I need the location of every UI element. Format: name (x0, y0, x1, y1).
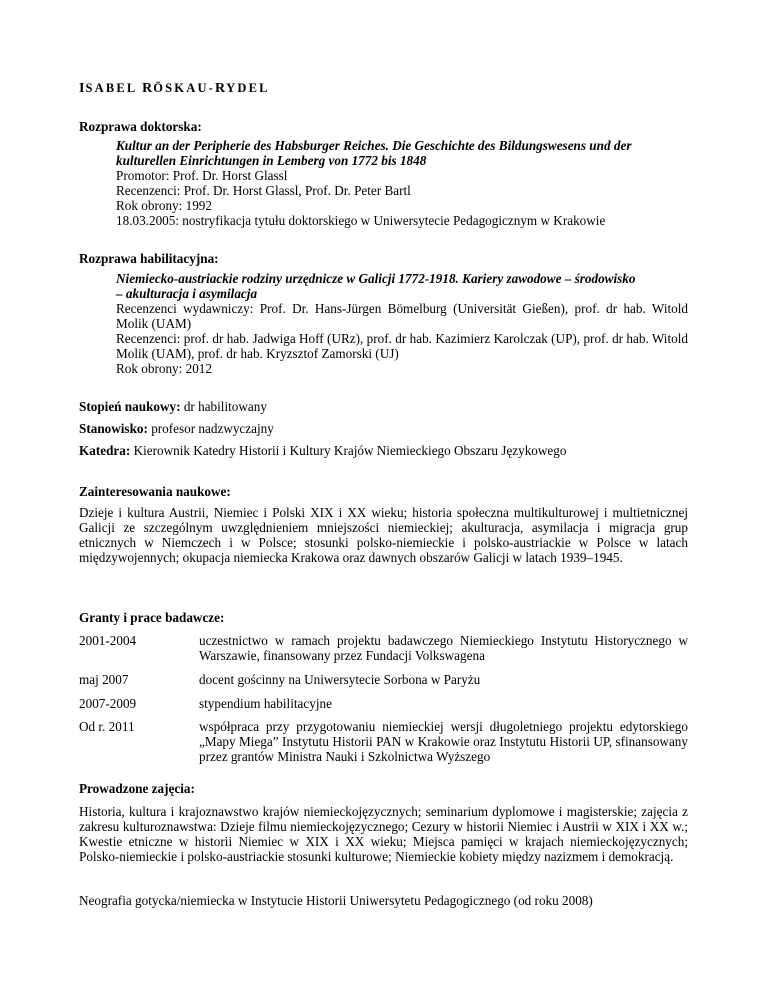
degree-label: Stopień naukowy: (79, 399, 181, 414)
grant-date: maj 2007 (79, 672, 129, 687)
doctoral-reviewers: Recenzenci: Prof. Dr. Horst Glassl, Prof. Dr. Peter Bartl (116, 183, 411, 198)
grant-text: uczestnictwo w ramach projektu badawczego Niemieckiego Instytutu Historycznego w Warszawie, finansowany przez Fundacji Volkswagena (199, 633, 688, 663)
classes-text: Historia, kultura i krajoznawstwo krajów niemieckojęzycznych; seminarium dyplomowe i magisterskie; zajęcia z zakresu kulturoznawstwa: Dzieje filmu niemieckojęzycznego; Cezury w historii Niemiec i Austrii w XIX i XX w.; Kwestie etniczne w historii Niemiec w XIX i XX wieku; Miejsca pamięci w krajach niemieckojęzycznych; Polsko-niemieckie i polsko-austriackie stosunki kulturowe; Niemieckie kobiety między nazizmem i demokracją. (79, 804, 688, 864)
department-value: Kierownik Katedry Historii i Kultury Krajów Niemieckiego Obszaru Językowego (130, 443, 567, 458)
degree-value: dr habilitowany (180, 399, 267, 414)
grant-text: stypendium habilitacyjne (199, 696, 332, 711)
grant-date: 2001-2004 (79, 633, 137, 648)
interests-heading: Zainteresowania naukowe: (79, 484, 231, 499)
surname-initial: R (142, 81, 154, 96)
habilitation-publisher-reviewers: Recenzenci wydawniczy: Prof. Dr. Hans-Jürgen Bömelburg (Universität Gießen), prof. dr hab. Witold Molik (UAM) (116, 301, 688, 331)
grant-text: docent gościnny na Uniwersytecie Sorbona w Paryżu (199, 672, 481, 687)
grants-heading: Granty i prace badawcze: (79, 610, 225, 625)
habilitation-reviewers: Recenzenci: prof. dr hab. Jadwiga Hoff (URz), prof. dr hab. Kazimierz Karolczak (UP), prof. dr hab. Witold Molik (UAM), prof. dr hab. Kryzsztof Zamorski (UJ) (116, 331, 688, 361)
grant-text: współpraca przy przygotowaniu niemieckiej wersji długoletniego projektu edytorskiego „Mapy Miega” Instytutu Historii PAN w Krakowie oraz Instytutu Historii UP, sfinansowany przez grantów Ministra Nauki i Szkolnictwa Wyższego (199, 719, 688, 764)
habilitation-title-line1: Niemiecko-austriackie rodziny urzędnicze w Galicji 1772-1918. Kariery zawodowe – środowisko (116, 271, 636, 286)
name-rest: SABEL (85, 81, 137, 95)
surname2-rest: YDEL (226, 81, 270, 95)
doctoral-title-line1: Kultur an der Peripherie des Habsburger Reiches. Die Geschichte des Bildungswesens und der (116, 138, 632, 153)
doctoral-promotor: Promotor: Prof. Dr. Horst Glassl (116, 168, 288, 183)
department-row (79, 443, 566, 458)
author-name (79, 81, 270, 97)
name-initial: I (79, 81, 86, 96)
habilitation-year: Rok obrony: 2012 (116, 361, 212, 376)
habilitation-title-line2: – akulturacja i asymilacja (116, 286, 258, 301)
doctoral-nostrification: 18.03.2005: nostryfikacja tytułu doktorskiego w Uniwersytecie Pedagogicznym w Krakowie (116, 213, 606, 228)
position-value: profesor nadzwyczajny (147, 421, 274, 436)
classes-heading: Prowadzone zajęcia: (79, 781, 195, 796)
habilitation-heading: Rozprawa habilitacyjna: (79, 251, 219, 266)
grant-date: 2007-2009 (79, 696, 137, 711)
surname2-initial: R (215, 81, 227, 96)
doctoral-heading: Rozprawa doktorska: (79, 119, 202, 134)
department-label: Katedra: (79, 443, 131, 458)
paleography-text: Neografia gotycka/niemiecka w Instytucie Historii Uniwersytetu Pedagogicznego (od roku 2008) (79, 893, 593, 908)
doctoral-year: Rok obrony: 1992 (116, 198, 212, 213)
position-label: Stanowisko: (79, 421, 148, 436)
doctoral-title-line2: kulturellen Einrichtungen in Lemberg von 1772 bis 1848 (116, 153, 427, 168)
grant-date: Od r. 2011 (79, 719, 135, 734)
interests-text: Dzieje i kultura Austrii, Niemiec i Polski XIX i XX wieku; historia społeczna multikulturowej i multietnicznej Galicji ze szczególnym uwzględnieniem mniejszości niemieckiej; akulturacja, asymilacja i migracja grup etnicznych w Niemczech i w Polsce; stosunki polsko-niemieckie i polsko-austriackie w Polsce w latach międzywojennych; okupacja niemiecka Krakowa oraz dawnych obszarów Galicji w latach 1939–1945. (79, 505, 688, 565)
surname-dash: - (208, 81, 216, 95)
position-row (79, 421, 274, 436)
surname-rest: ÖSKAU (153, 81, 209, 95)
degree-row (79, 399, 267, 414)
